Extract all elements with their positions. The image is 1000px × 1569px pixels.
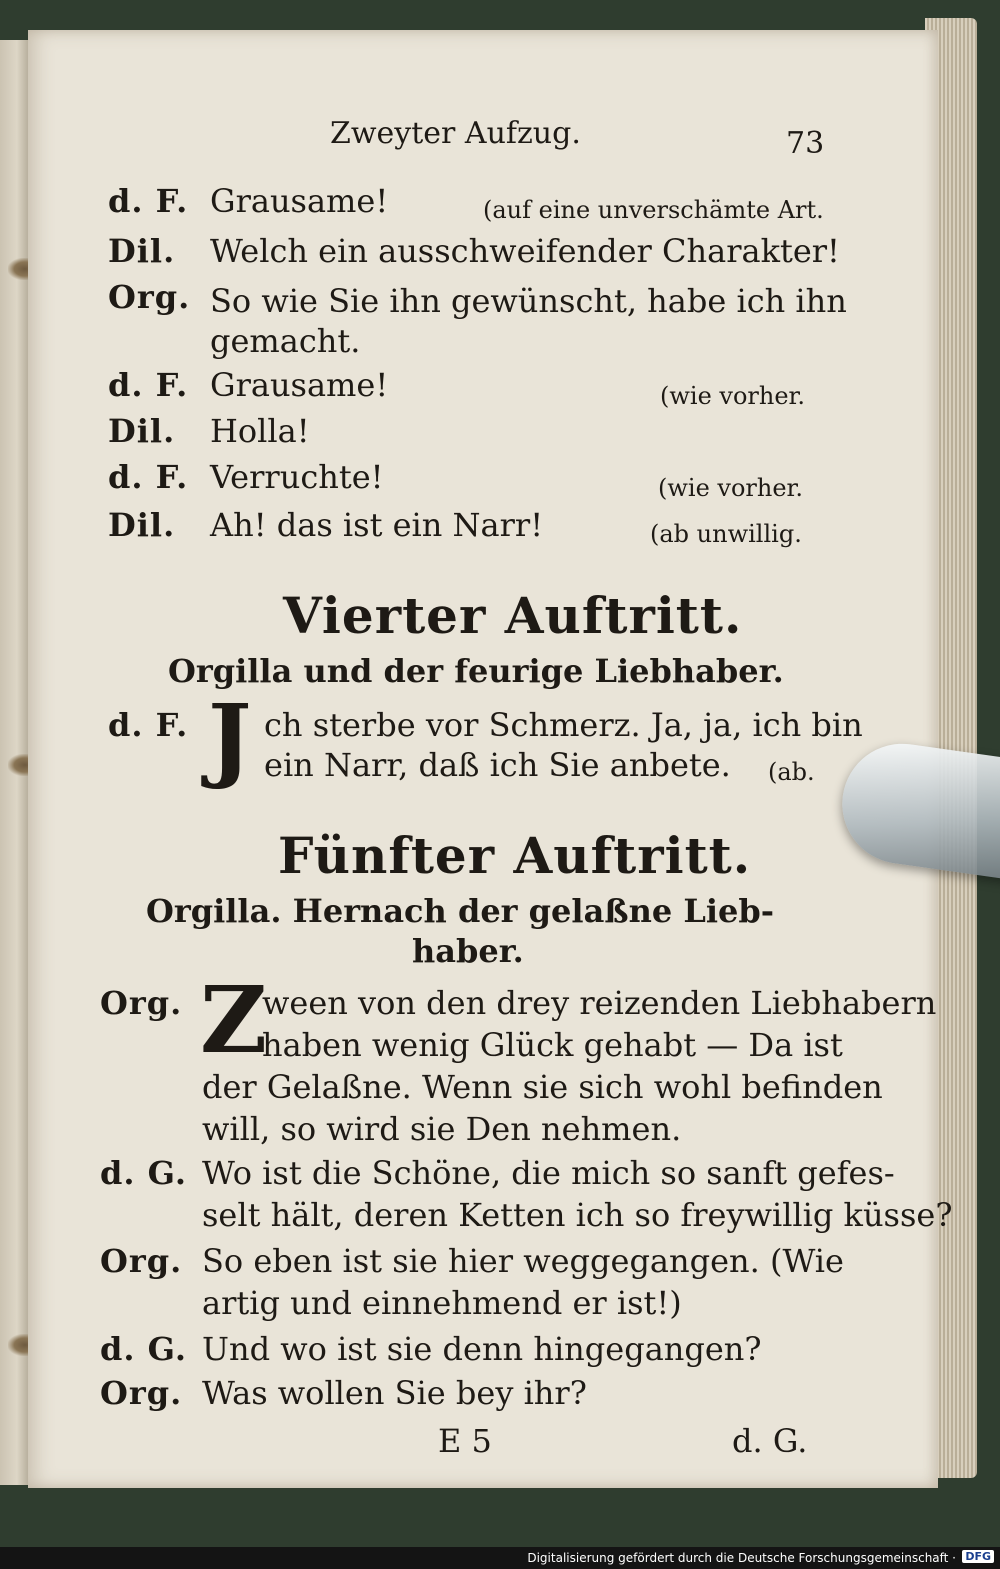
dialogue-text: der Gelaßne. Wenn sie sich wohl befinden xyxy=(202,1068,883,1106)
speaker-label: d. F. xyxy=(108,458,189,496)
dialogue-text: Und wo ist sie denn hingegangen? xyxy=(202,1330,762,1368)
dialogue-text: will, so wird sie Den nehmen. xyxy=(202,1110,682,1148)
dialogue-text: artig und einnehmend er ist!) xyxy=(202,1284,682,1322)
speaker-label: Org. xyxy=(108,278,191,316)
scene-heading: Fünfter Auftritt. xyxy=(278,826,752,885)
speaker-label: d. F. xyxy=(108,366,189,404)
dialogue-text: Grausame! xyxy=(210,366,389,404)
stage-direction: (auf eine unverschämte Art. xyxy=(483,196,824,224)
page-number: 73 xyxy=(786,126,825,161)
scene-cast: Orgilla und der feurige Liebhaber. xyxy=(168,652,784,690)
dfg-logo: DFG xyxy=(962,1550,994,1563)
dialogue-text: So eben ist sie hier weggegangen. (Wie xyxy=(202,1242,844,1280)
book-page xyxy=(28,30,953,1488)
stage-direction: (ab. xyxy=(768,758,815,786)
dialogue-text: Wo ist die Schöne, die mich so sanft gefes- xyxy=(202,1154,895,1192)
stage-direction: (wie vorher. xyxy=(658,474,804,502)
footer-credit: Digitalisierung gefördert durch die Deutsche Forschungsgemeinschaft · xyxy=(527,1551,956,1565)
catchword: d. G. xyxy=(732,1422,808,1460)
speaker-label: Org. xyxy=(100,1374,183,1412)
speaker-label: Dil. xyxy=(108,232,176,270)
dialogue-text: Was wollen Sie bey ihr? xyxy=(202,1374,587,1412)
dialogue-text: gemacht. xyxy=(210,322,361,360)
footer-bar xyxy=(0,1547,1000,1569)
scene-heading: Vierter Auftritt. xyxy=(283,586,743,645)
stage-direction: (wie vorher. xyxy=(660,382,806,410)
scene-cast: haber. xyxy=(412,932,524,970)
dialogue-text: Grausame! xyxy=(210,182,389,220)
running-title: Zweyter Aufzug. xyxy=(330,116,581,151)
speaker-label: Org. xyxy=(100,1242,183,1280)
speaker-label: d. F. xyxy=(108,182,189,220)
dialogue-text: Ah! das ist ein Narr! xyxy=(210,506,544,544)
speaker-label: Dil. xyxy=(108,412,176,450)
speaker-label: Dil. xyxy=(108,506,176,544)
dialogue-text: Holla! xyxy=(210,412,310,450)
stage-direction: (ab unwillig. xyxy=(650,520,802,548)
signature-mark: E 5 xyxy=(438,1422,492,1460)
speaker-label: d. F. xyxy=(108,706,189,744)
dialogue-text: Verruchte! xyxy=(210,458,384,496)
speaker-label: d. G. xyxy=(100,1154,187,1192)
dialogue-text: haben wenig Glück gehabt — Da ist xyxy=(262,1026,843,1064)
drop-cap: J xyxy=(208,684,252,792)
speaker-label: Org. xyxy=(100,984,183,1022)
drop-cap: Z xyxy=(200,966,268,1074)
speaker-label: d. G. xyxy=(100,1330,187,1368)
scene-cast: Orgilla. Hernach der gelaßne Lieb- xyxy=(146,892,775,930)
dialogue-text: So wie Sie ihn gewünscht, habe ich ihn xyxy=(210,282,847,320)
dialogue-text: Welch ein ausschweifender Charakter! xyxy=(210,232,840,270)
dialogue-text: ch sterbe vor Schmerz. Ja, ja, ich bin xyxy=(264,706,863,744)
dialogue-text: ein Narr, daß ich Sie anbete. xyxy=(264,746,731,784)
dialogue-text: ween von den drey reizenden Liebhabern xyxy=(262,984,937,1022)
dialogue-text: selt hält, deren Ketten ich so freywillig küsse? xyxy=(202,1196,953,1234)
